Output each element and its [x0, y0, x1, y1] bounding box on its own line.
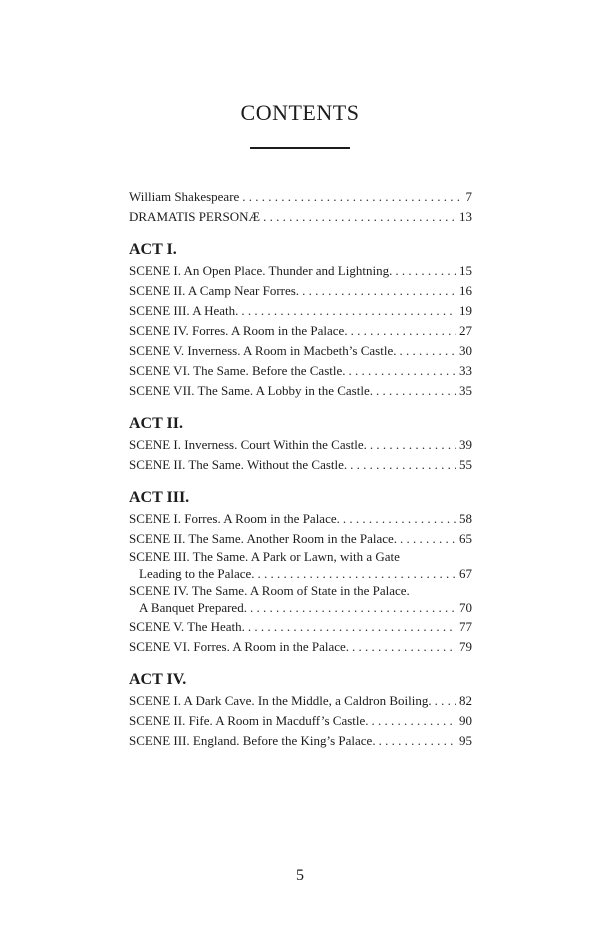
toc-entry[interactable] [129, 529, 472, 549]
toc-entry[interactable] [129, 435, 472, 455]
dot-leader [400, 529, 456, 549]
toc-entry-page: 79 [459, 639, 472, 654]
toc-entry[interactable] [129, 261, 472, 281]
toc-entry[interactable] [129, 321, 472, 341]
toc-entry[interactable] [129, 691, 472, 711]
toc-entry-page: 15 [459, 263, 472, 278]
toc-entry[interactable] [129, 381, 472, 401]
dot-leader [399, 341, 456, 361]
act-heading: ACT IV. [129, 671, 187, 688]
toc-entry-label: DRAMATIS PERSONÆ [129, 209, 261, 224]
toc-entry-label: SCENE II. The Same. Without the Castle. [129, 457, 348, 472]
toc-entry-label: SCENE I. A Dark Cave. In the Middle, a Caldron Boiling. [129, 693, 432, 708]
title-underline [250, 147, 350, 149]
toc-entry-page: 65 [459, 531, 472, 546]
dot-leader [302, 281, 456, 301]
toc-entry[interactable] [129, 509, 472, 529]
toc-entry[interactable] [129, 731, 472, 751]
toc-entry-page: 19 [459, 303, 472, 318]
toc-entry-label: SCENE III. England. Before the King’s Palace. [129, 733, 376, 748]
dot-leader [343, 509, 456, 529]
dot-leader [250, 599, 456, 617]
toc-entry-page: 77 [459, 619, 472, 634]
toc-entry-page: 90 [459, 713, 472, 728]
toc-entry[interactable] [129, 341, 472, 361]
dot-leader [241, 301, 456, 321]
toc-entry-label: SCENE II. A Camp Near Forres. [129, 283, 300, 298]
toc-entry[interactable] [129, 361, 472, 381]
toc-entry[interactable] [129, 301, 472, 321]
toc-entry[interactable] [129, 617, 472, 637]
dot-leader [395, 261, 456, 281]
act-section [129, 414, 472, 475]
toc-entry-label: SCENE II. Fife. A Room in Macduff’s Castle. [129, 713, 369, 728]
toc-entry-page: 55 [459, 457, 472, 472]
toc-entry[interactable] [129, 583, 472, 617]
dot-leader [248, 617, 456, 637]
toc-entry-label: SCENE I. Forres. A Room in the Palace. [129, 511, 340, 526]
table-of-contents [129, 187, 472, 751]
toc-entry-front[interactable] [129, 207, 472, 227]
toc-entry-label-cont: Leading to the Palace. [139, 566, 255, 581]
toc-entry[interactable] [129, 549, 472, 583]
toc-entry-label: SCENE VI. The Same. Before the Castle. [129, 363, 346, 378]
toc-entry-page: 35 [459, 383, 472, 398]
toc-entry-label: SCENE III. A Heath. [129, 303, 239, 318]
toc-entry[interactable] [129, 637, 472, 657]
toc-entry-label: SCENE II. The Same. Another Room in the Palace. [129, 531, 398, 546]
toc-entry-label: SCENE I. An Open Place. Thunder and Lightning. [129, 263, 393, 278]
dot-leader [370, 435, 456, 455]
toc-entry-page: 27 [459, 323, 472, 338]
toc-entry[interactable] [129, 281, 472, 301]
dot-leader [372, 711, 456, 731]
toc-entry-page: 67 [459, 566, 472, 581]
toc-entry[interactable] [129, 455, 472, 475]
dot-leader [376, 381, 456, 401]
dot-leader [258, 565, 456, 583]
toc-entry-page: 33 [459, 363, 472, 378]
dot-leader [263, 207, 456, 227]
toc-entry-page: 7 [465, 189, 472, 204]
dot-leader [352, 637, 456, 657]
dot-leader [350, 455, 456, 475]
dot-leader [242, 187, 462, 207]
toc-entry-page: 30 [459, 343, 472, 358]
dot-leader [435, 691, 456, 711]
toc-entry-page: 13 [459, 209, 472, 224]
act-section [129, 240, 472, 401]
toc-entry-label: SCENE IV. The Same. A Room of State in the Palace. [129, 583, 410, 598]
toc-entry-page: 16 [459, 283, 472, 298]
toc-entry-label: SCENE V. Inverness. A Room in Macbeth’s Castle. [129, 343, 397, 358]
toc-entry-page: 95 [459, 733, 472, 748]
toc-entry-continuation [129, 599, 472, 617]
dot-leader [379, 731, 456, 751]
toc-entry-page: 58 [459, 511, 472, 526]
toc-entry-continuation [129, 565, 472, 583]
toc-entry-page: 70 [459, 600, 472, 615]
toc-entry-page: 82 [459, 693, 472, 708]
toc-entry-label-cont: A Banquet Prepared. [139, 600, 247, 615]
toc-entry-page: 39 [459, 437, 472, 452]
toc-entry-label: SCENE VII. The Same. A Lobby in the Castle. [129, 383, 373, 398]
toc-entry-label: SCENE I. Inverness. Court Within the Castle. [129, 437, 367, 452]
page-title: CONTENTS [240, 100, 360, 125]
act-heading: ACT III. [129, 489, 190, 506]
toc-entry-label: William Shakespeare [129, 189, 240, 204]
toc-entry[interactable] [129, 711, 472, 731]
dot-leader [349, 361, 456, 381]
page-number: 5 [296, 867, 304, 884]
act-heading: ACT II. [129, 415, 183, 432]
act-heading: ACT I. [129, 241, 177, 258]
act-section [129, 670, 472, 751]
toc-entry-label: SCENE V. The Heath. [129, 619, 245, 634]
dot-leader [351, 321, 456, 341]
toc-entry-label: SCENE III. The Same. A Park or Lawn, with a Gate [129, 549, 400, 564]
act-section [129, 488, 472, 657]
toc-entry-label: SCENE VI. Forres. A Room in the Palace. [129, 639, 350, 654]
toc-entry-front[interactable] [129, 187, 472, 207]
toc-entry-label: SCENE IV. Forres. A Room in the Palace. [129, 323, 348, 338]
